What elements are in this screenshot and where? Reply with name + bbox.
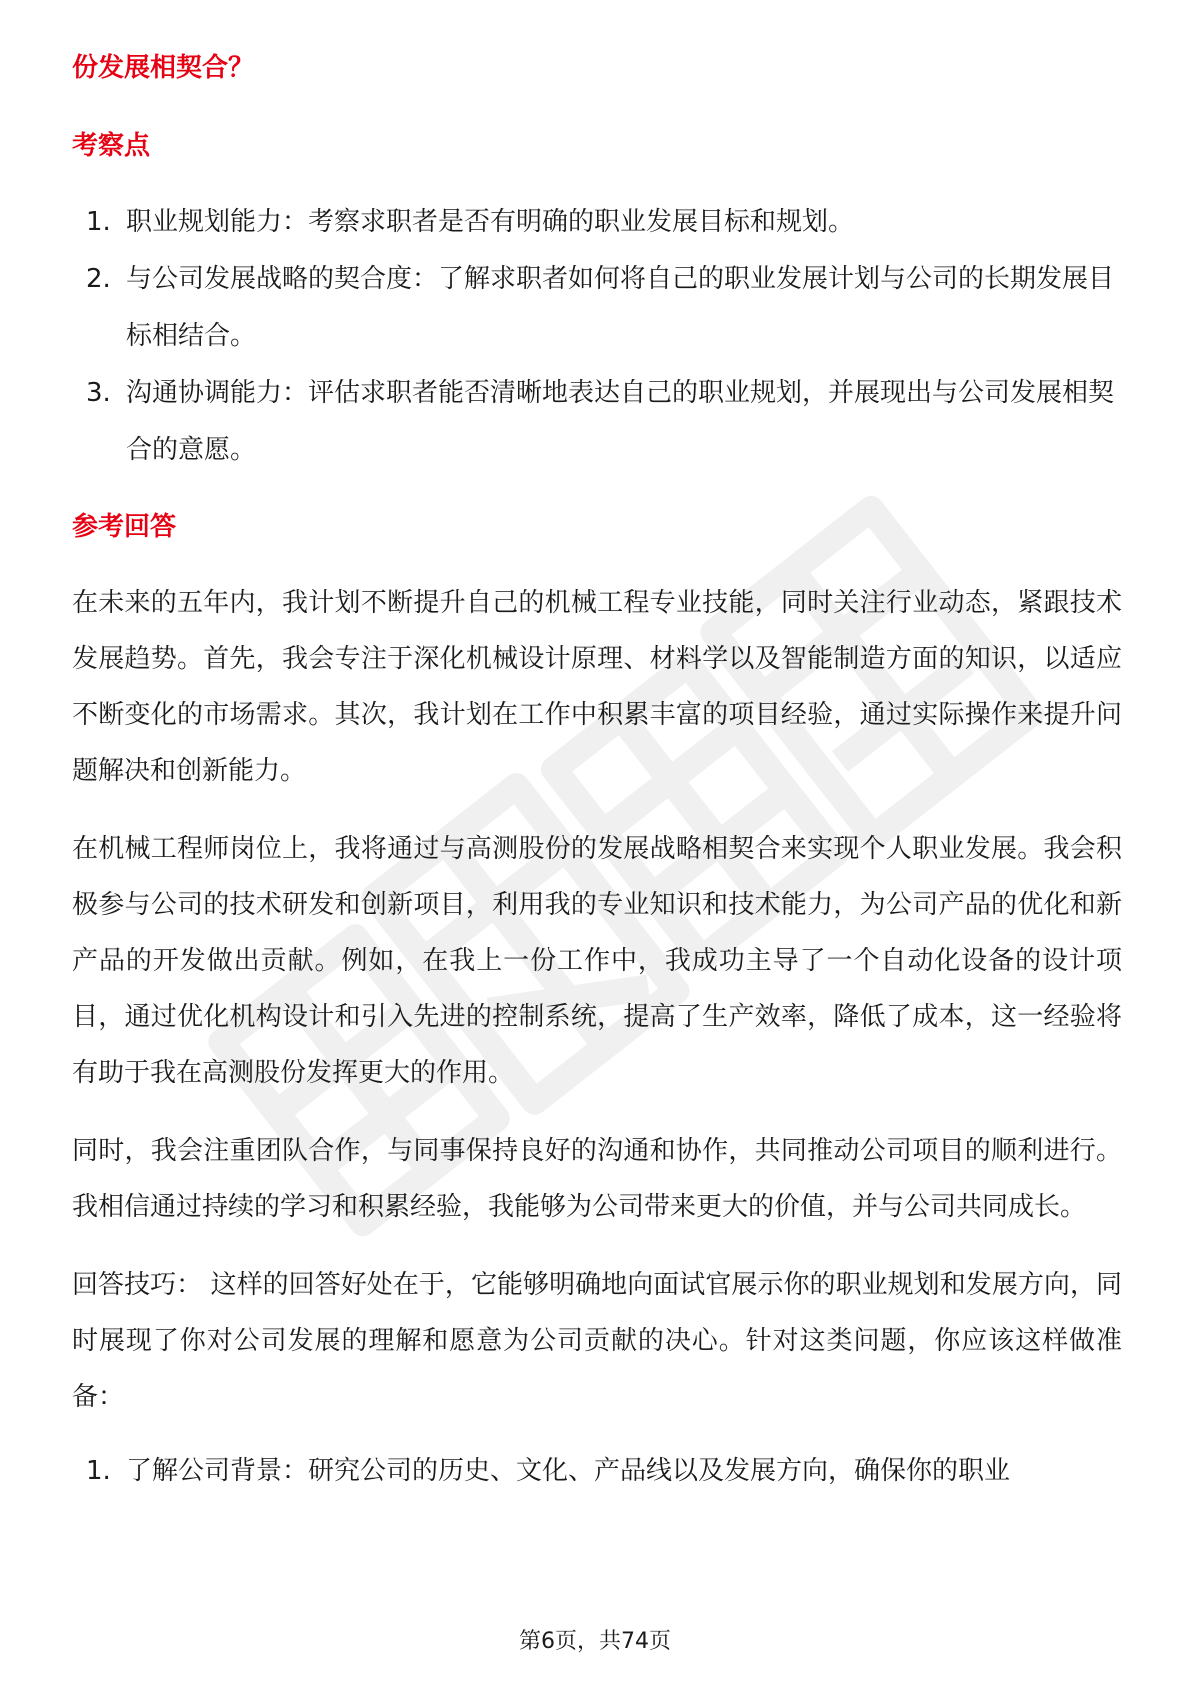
- list-item: [72, 1443, 1122, 1500]
- list-item-text: 与公司发展战略的契合度：了解求职者如何将自己的职业发展计划与公司的长期发展目标相结合。: [126, 264, 1115, 351]
- answer-paragraph: 在未来的五年内，我计划不断提升自己的机械工程专业技能，同时关注行业动态，紧跟技术发展趋势。首先，我会专注于深化机械设计原理、材料学以及智能制造方面的知识，以适应不断变化的市场需求。其次，我计划在工作中积累丰富的项目经验，通过实际操作来提升问题解决和创新能力。: [72, 588, 1122, 786]
- list-item-text: 沟通协调能力：评估求职者能否清晰地表达自己的职业规划，并展现出与公司发展相契合的意愿。: [126, 378, 1115, 465]
- question-title: 份发展相契合？: [72, 53, 255, 83]
- list-item-text: 了解公司背景：研究公司的历史、文化、产品线以及发展方向，确保你的职业: [126, 1456, 1011, 1486]
- list-number: 1.: [86, 207, 111, 237]
- list-number: 2.: [86, 264, 111, 294]
- section-title-answer: 参考回答: [72, 512, 177, 542]
- section-title-points: 考察点: [72, 131, 151, 161]
- list-item: [72, 251, 1122, 365]
- answer-paragraph: 同时，我会注重团队合作，与同事保持良好的沟通和协作，共同推动公司项目的顺利进行。我相信通过持续的学习和积累经验，我能够为公司带来更大的价值，并与公司共同成长。: [72, 1136, 1122, 1222]
- document-page: [72, 38, 1122, 1500]
- list-number: 3.: [86, 378, 111, 408]
- tips-list: [72, 1443, 1122, 1500]
- tips-paragraph: 回答技巧： 这样的回答好处在于，它能够明确地向面试官展示你的职业规划和发展方向，同时展现了你对公司发展的理解和愿意为公司贡献的决心。针对这类问题，你应该这样做准备：: [72, 1270, 1122, 1412]
- list-number: 1.: [86, 1456, 111, 1486]
- list-item: [72, 194, 1122, 251]
- points-list: [72, 194, 1122, 479]
- list-item: [72, 365, 1122, 479]
- answer-paragraph: 在机械工程师岗位上，我将通过与高测股份的发展战略相契合来实现个人职业发展。我会积极参与公司的技术研发和创新项目，利用我的专业知识和技术能力，为公司产品的优化和新产品的开发做出贡献。例如，在我上一份工作中，我成功主导了一个自动化设备的设计项目，通过优化机构设计和引入先进的控制系统，提高了生产效率，降低了成本，这一经验将有助于我在高测股份发挥更大的作用。: [72, 834, 1122, 1088]
- page-footer: 第6页，共74页: [519, 1629, 671, 1654]
- list-item-text: 职业规划能力：考察求职者是否有明确的职业发展目标和规划。: [126, 207, 855, 237]
